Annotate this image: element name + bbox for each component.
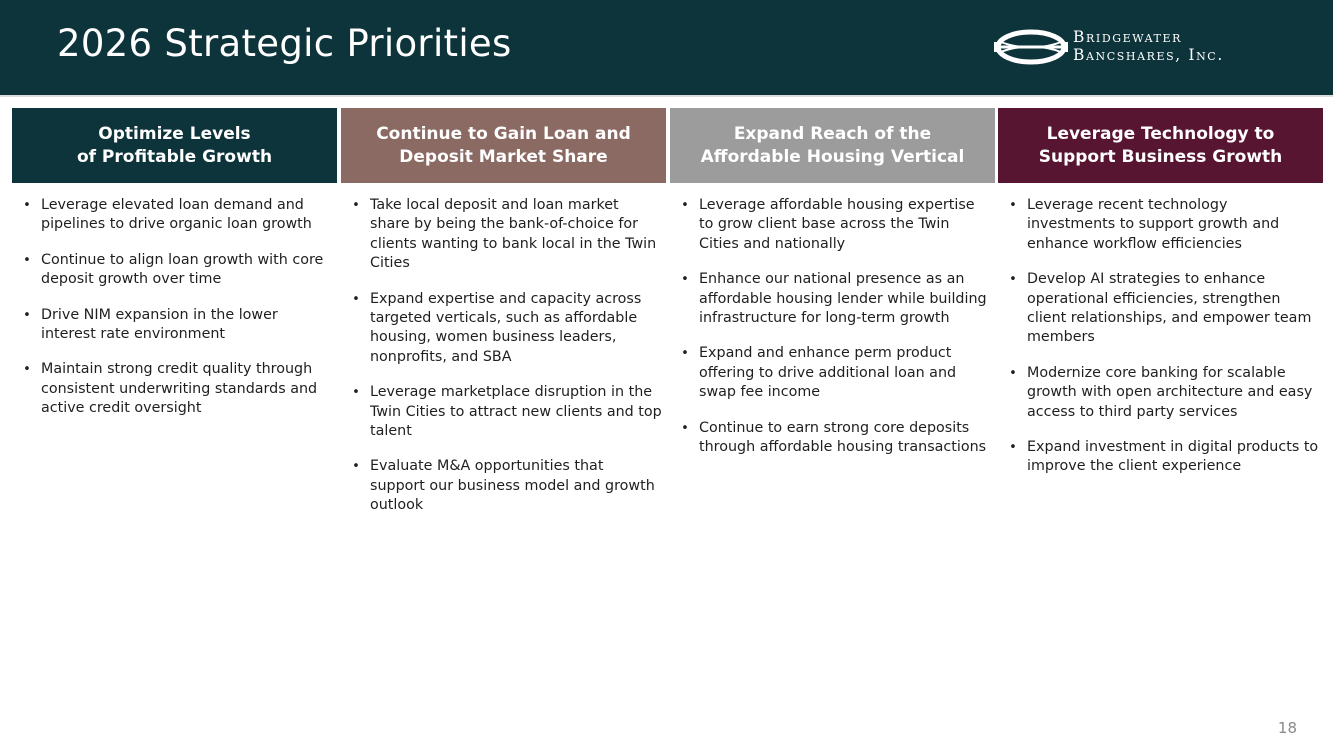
bullet-text: Leverage recent technology investments to support growth and enhance workflow efficiencies xyxy=(1027,197,1280,252)
list-item xyxy=(1008,270,1319,348)
list-item xyxy=(1008,364,1319,422)
priority-list-4 xyxy=(998,183,1323,477)
logo-wordmark xyxy=(1073,28,1224,64)
bullet-text: Enhance our national presence as an affordable housing lender while building infrastructure for long-term growth xyxy=(699,271,987,327)
bullet-icon: • xyxy=(23,307,31,323)
bullet-icon: • xyxy=(23,362,31,378)
bullet-icon: • xyxy=(1009,272,1017,288)
priority-heading-2 xyxy=(341,108,666,183)
priority-list-1 xyxy=(12,183,337,419)
bullet-text: Develop AI strategies to enhance operational efficiencies, strengthen client relationships, and empower team members xyxy=(1027,271,1312,346)
bullet-text: Maintain strong credit quality through consistent underwriting standards and active credit oversight xyxy=(41,361,318,417)
heading-line: Optimize Levels xyxy=(98,123,251,144)
bullet-icon: • xyxy=(23,252,31,268)
list-item xyxy=(680,419,991,458)
bullet-text: Expand investment in digital products to improve the client experience xyxy=(1027,439,1319,475)
bullet-icon: • xyxy=(352,459,360,475)
company-logo xyxy=(994,26,1274,66)
list-item xyxy=(680,196,991,254)
heading-line: Deposit Market Share xyxy=(399,146,608,167)
list-item xyxy=(22,251,333,290)
list-item xyxy=(351,290,662,368)
list-item xyxy=(1008,196,1319,254)
bridgewater-logo-icon xyxy=(994,28,1068,66)
bullet-text: Continue to earn strong core deposits through affordable housing transactions xyxy=(699,419,987,456)
list-item xyxy=(22,360,333,418)
list-item xyxy=(351,196,662,274)
slide-header xyxy=(0,0,1333,95)
list-item xyxy=(351,383,662,441)
priority-column-2 xyxy=(341,108,666,532)
bullet-icon: • xyxy=(1009,198,1017,213)
bullet-icon: • xyxy=(352,198,360,213)
bullet-text: Take local deposit and loan market share by being the bank-of-choice for clients wanting to bank local in the Twin Cities xyxy=(370,197,657,272)
logo-line-1: Bridgewater xyxy=(1073,28,1183,46)
bullet-text: Modernize core banking for scalable growth with open architecture and easy access to third party services xyxy=(1027,364,1313,420)
priority-column-3 xyxy=(670,108,995,473)
heading-line: Continue to Gain Loan and xyxy=(376,123,631,144)
heading-line: Leverage Technology to xyxy=(1046,123,1275,144)
list-item xyxy=(22,306,333,345)
bullet-icon: • xyxy=(352,291,360,307)
bullet-text: Leverage elevated loan demand and pipelines to drive organic loan growth xyxy=(41,197,312,233)
bullet-icon: • xyxy=(352,385,360,401)
priority-heading-3 xyxy=(670,108,995,183)
list-item xyxy=(680,344,991,402)
bullet-icon: • xyxy=(1009,440,1017,456)
bullet-text: Expand and enhance perm product offering to drive additional loan and swap fee income xyxy=(699,345,957,401)
logo-line-2: Bancshares, Inc. xyxy=(1073,46,1224,64)
bullet-text: Evaluate M&A opportunities that support our business model and growth outlook xyxy=(370,458,655,514)
bullet-icon: • xyxy=(681,420,689,436)
list-item xyxy=(22,196,333,235)
header-divider xyxy=(0,95,1333,97)
list-item xyxy=(351,457,662,515)
bullet-text: Leverage marketplace disruption in the Twin Cities to attract new clients and top talent xyxy=(370,384,662,440)
list-item xyxy=(680,270,991,328)
heading-line: Affordable Housing Vertical xyxy=(700,146,965,167)
priority-column-4 xyxy=(998,108,1323,493)
bullet-icon: • xyxy=(23,198,31,213)
bullet-text: Continue to align loan growth with core deposit growth over time xyxy=(41,251,324,288)
priorities-grid xyxy=(12,108,1323,528)
priority-list-2 xyxy=(341,183,666,516)
bullet-icon: • xyxy=(1009,365,1017,381)
bullet-text: Leverage affordable housing expertise to grow client base across the Twin Cities and nationally xyxy=(699,197,975,252)
heading-line: Expand Reach of the xyxy=(733,123,932,144)
priority-column-1 xyxy=(12,108,337,435)
bullet-icon: • xyxy=(681,198,689,213)
page-title: 2026 Strategic Priorities xyxy=(57,22,512,65)
heading-line: of Profitable Growth xyxy=(76,146,273,167)
priority-heading-1 xyxy=(12,108,337,183)
page-number: 18 xyxy=(1277,719,1297,737)
bullet-text: Expand expertise and capacity across targeted verticals, such as affordable housing, women business leaders, nonprofits, and SBA xyxy=(370,290,642,365)
bullet-text: Drive NIM expansion in the lower interest rate environment xyxy=(41,306,278,343)
bullet-icon: • xyxy=(681,346,689,362)
list-item xyxy=(1008,438,1319,477)
priority-list-3 xyxy=(670,183,995,457)
priority-heading-4 xyxy=(998,108,1323,183)
bullet-icon: • xyxy=(681,272,689,288)
heading-line: Support Business Growth xyxy=(1038,146,1283,167)
